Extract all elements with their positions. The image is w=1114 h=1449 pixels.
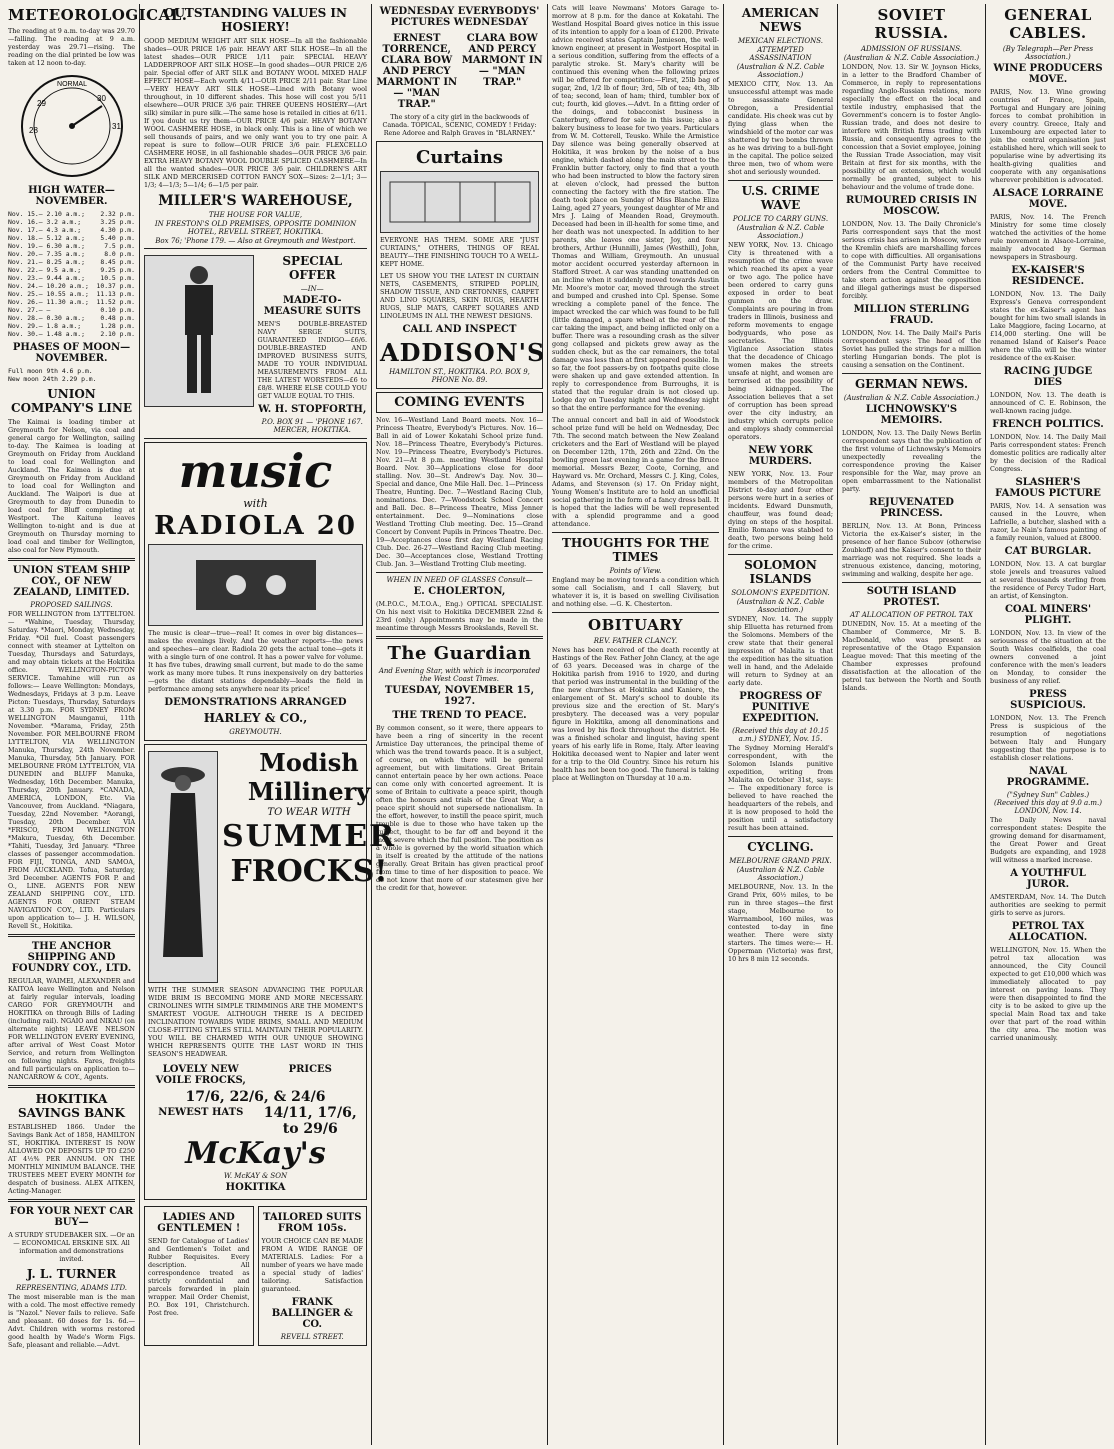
special-offer-title: SPECIAL OFFER — [282, 254, 343, 282]
radiola-text: The music is clear—true—real! It comes in over big distances—makes the evenings lively. And the weather reports—the news and speeches—are clear. Radiola 20 gets the actual tone—gets it with a single turn of one control. It has a power valve for volume. It has five tubes, drawing small current, but made to do the same work as many more tubes. It runs inexpensively on dry batteries—gets the distant stations dependably—leads the field in performance among sets anywhere near its price! — [148, 629, 363, 693]
petrol-text: WELLINGTON, Nov. 15. When the petrol tax allocation was announced, the City Council expected to get £10,000 which was immediately allocated to pay interest on paving loans. They were then disappointed to find the city is to be asked to give up the special Main Road tax and take over that part of the road within the city area. The motion was carried unanimously. — [990, 946, 1106, 1042]
lady-illustration — [148, 751, 218, 983]
radiola-word: RADIOLA 20 — [154, 511, 357, 541]
modish-title: Modish Millinery — [247, 748, 371, 806]
anchor-shipping-heading: THE ANCHOR SHIPPING AND FOUNDRY COY., LTD. — [11, 941, 132, 974]
coming-events-list: Nov. 16—Westland Land Board meets. Nov. 16—Princess Theatre, Everybody's Pictures. Nov. 16—Ball in aid of Lower Kokatahi School prize fund. Nov. 18—Princess Theatre, Everybody's Pictures. Nov. 19—Princess Theatre, Everybody's Pictures. Nov. 21—At 8 p.m. meeting Westland Hospital Board. Nov. 30—Applications close for door stalling. Nov. 30—St. Andrew's Day. Nov. 30—Special and dance, One Mile Hall. Dec. 1—Princess Theatre, Hunting. Dec. 7—Westland Racing Club, nominations. Dec. 7—Woodstock School Concert and Ball. Dec. 8—Princess Theatre, Miss Jenner entertainment. Dec. 9—Nominations close Westland Trotting Club meeting. Dec. 15—Grand Concert by Convent Pupils in Princes Theatre. Dec. 19—Acceptances close first day Westland Racing Club. Dec. 26-27—Westland Racing Club meeting. Dec. 30—Acceptances close, Westland Trotting Club. Jan. 3—Westland Trotting Club meeting. — [376, 416, 543, 568]
tide-pm: 8.45 p.m. — [100, 258, 135, 266]
general-cables-heading: GENERAL CABLES. — [1004, 6, 1092, 42]
tide-am: Nov. 24.— 10.20 a.m.; — [8, 282, 89, 290]
american-text: MEXICO CITY, Nov. 13. An unsuccessful attempt was made to assassinate General Obregon, a Presidential candidate. His cheek was cut by flying glass when the windshield of the motor car was shattered by two bombs thrown as he was driving to a bull-fight in the capital. The police seized three men, two of whom were shot and seriously wounded. — [728, 80, 833, 176]
south-island-text: DUNEDIN, Nov. 15. At a meeting of the Chamber of Commerce, Mr S. B. MacDonald, who was present as representative of the Otago Expansion League moved: That this meeting of the Chamber expresses profound dissatisfaction at the allocation of the petrol tax between the North and South Islands. — [842, 620, 981, 692]
soviet-sub: ADMISSION OF RUSSIANS. — [860, 45, 963, 53]
sterling-text: LONDON, Nov. 14. The Daily Mail's Paris correspondent says: The head of the Soviet has pulled the strings for a million sterling Hungarian bonds. The plot is causing a sensation on the Continent. — [842, 329, 981, 369]
tide-pm: 10.37 p.m. — [96, 282, 135, 290]
cat-heading: CAT BURGLAR. — [1004, 546, 1092, 557]
crisis-heading: RUMOURED CRISIS IN MOSCOW. — [846, 195, 977, 217]
juror-heading: A YOUTHFUL JUROR. — [1010, 868, 1086, 890]
tide-am: Nov. 23.— 9.44 a.m.; — [8, 274, 85, 282]
german-assoc: (Australian & N.Z. Cable Association.) — [843, 394, 980, 402]
mantrap-left: ERNEST TORRENCE, CLARA BOW AND PERCY MARMONT IN— "MAN TRAP." — [376, 33, 458, 110]
tide-am: Nov. 29.— 1.8 a.m.; — [8, 322, 82, 330]
union-steamship-heading: UNION STEAM SHIP COY., OF NEW ZEALAND, LIMITED. — [12, 565, 131, 598]
special-offer-in: —IN— — [300, 285, 324, 293]
music-word: music — [178, 444, 333, 498]
tide-row — [8, 282, 135, 290]
tide-am: Nov. 16.— 3.2 a.m.; — [8, 218, 82, 226]
mckay-town: HOKITIKA — [225, 1182, 286, 1193]
tailored-title: TAILORED SUITS FROM 105s. — [263, 1212, 362, 1234]
american-sub2: ATTEMPTED ASSASSINATION — [749, 46, 812, 62]
french-heading: FRENCH POLITICS. — [992, 419, 1104, 430]
trend-text: By common consent, so it were, there appears to have been a ring of sincerity in the recent Armistice Day utterances, the principal theme of which was the trend towards peace. It is a subject, of course, on which there will be general agreement, but with limitations. Great Britain cannot entertain peace by her own actions. Peace can come only with concerted agreement. It is some of Britain to cultivate a peace spirit, though often the honours and trials of the Great War, a peace spirit should not supersede nationalism. In the effort, however, to instill the peace spirit, much trouble is due to those who have taken up the subject, thought to be far off and beyond it the most severe which the full position. The position as a whole is governed by the world situation which in itself is created by the attitude of the nations generally. Great Britain has given practical proof from time to time of her disposition to peace. We do not know that more of our statesmen give her the credit for that, however. — [376, 724, 543, 892]
german-heading: GERMAN NEWS. — [854, 377, 969, 391]
hosiery-heading: OUTSTANDING VALUES IN HOSIERY! — [164, 6, 347, 34]
barometer-dial — [17, 71, 127, 181]
judge-heading: RACING JUDGE DIES — [1003, 366, 1093, 388]
tide-pm: 11.13 p.m. — [96, 290, 135, 298]
tide-pm: 3.25 p.m. — [100, 218, 135, 226]
modish-ad — [144, 744, 397, 1200]
mckay-logo: McKay's — [185, 1136, 326, 1171]
obituary-sub: REV. FATHER CLANCY. — [593, 637, 678, 645]
special-offer-sub: MADE-TO-MEASURE SUITS — [263, 295, 361, 317]
millers-title: MILLER'S WAREHOUSE, — [158, 193, 353, 209]
tide-pm: 10.5 p.m. — [100, 274, 135, 282]
hosiery-text: GOOD MEDIUM WEIGHT ART SILK HOSE—In all the fashionable shades—OUR PRICE 1/6 pair. HEAVY ART SILK HOSE—In all the latest shades—OUR PRICE 1/11 pair. SPECIAL HEAVY LADDERPROOF ART SILK HOSE—In good shades—OUR PRICE 2/6 pair. Special offer of ART SILK and BOTANY WOOL MIXED HALF EFFECT HOSE—Each worth 4/11—OUR PRICE 2/11 pair. Star Line—VERY HEAVY ART SILK HOSE—Lined with Botany wool throughout, in 10 different shades. This hose will cost you 5/11 elsewhere—OUR PRICE 3/6 pair. THREE QUEENS HOSIERY—(Art silk) similar in pure silk.—The same hose is retailed in cities at 6/11. If you doubt us try them—OUR PRICE 4/6 pair. HEAVY BOTANY WOOL CASHMERE HOSE, in black only. This is a line of which we sell thousands of pairs, and we only want you to try one pair. A repeat is sure to follow—OUR PRICE 3/6 pair. FLEXCELLO CASHMERE HOSE, in all fashionable shades—OUR PRICE 3/6 pair. EXTRA HEAVY BOTANY WOOL DOUBLE SPLICED CASHMERE—In all the wanted shades—OUR PRICE 3/6 pair. CHILDREN'S ART SILK AND MERCERISED COTTON FANCY SOX—Sizes: 2—1/1; 3—1/3; 4—1/3; 5—1/4; 6—1/5 per pair. — [144, 37, 367, 189]
mantrap-text: The story of a city girl in the backwoods of Canada. TOPICAL, SCENIC, COMEDY ! Friday: Rene Adoree and Ralph Graves in "BLARNEY." — [382, 113, 537, 137]
tide-row — [8, 290, 135, 298]
summer-word: SUMMER — [222, 819, 397, 854]
thoughts-heading: THOUGHTS FOR THE TIMES — [561, 536, 710, 564]
crime-heading: U.S. CRIME WAVE — [741, 184, 820, 212]
tide-row — [8, 274, 135, 282]
rejuvenated-heading: REJUVENATED PRINCESS. — [869, 497, 954, 519]
car-ad-text: A STURDY STUDEBAKER SIX. —Or an— ECONOMICAL ERSKINE SIX. All information and demonstrations invited. — [8, 1231, 135, 1263]
suspicious-text: LONDON, Nov. 13. The French Press is suspicious of the resumption of negotiations between Italy and Hungary suggesting that the purpose is to establish closer relations. — [990, 714, 1106, 762]
ladies-ad — [144, 1206, 254, 1346]
tide-pm: 11.52 p.m. — [96, 298, 135, 306]
voile-label: LOVELY NEW VOILE FROCKS, — [155, 1064, 246, 1086]
meteorological-heading: METEOROLOGICAL. — [8, 6, 188, 24]
radio-set-icon — [186, 550, 326, 620]
hats-prices: 14/11, 17/6, to 29/6 — [263, 1105, 357, 1137]
millers-footer: Box 76; 'Phone 179. — Also at Greymouth and Westport. — [155, 237, 356, 245]
window-curtain-icon — [385, 177, 535, 227]
tide-pm: 8.0 p.m. — [104, 250, 135, 258]
american-sub1: MEXICAN ELECTIONS. — [737, 37, 824, 45]
obituary-heading: OBITUARY — [588, 616, 683, 634]
call-inspect: CALL AND INSPECT — [402, 324, 517, 335]
crisis-text: LONDON, Nov. 13. The Daily Chronicle's Paris correspondent says that the most serious crisis has arisen in Moscow, where the Kremlin chiefs are marshalling forces to cope with difficulties. All organisations of the Communist Party have received orders from the Central Committee to take stern action against the opposition and illegal gatherings must be dispersed forcibly. — [842, 220, 981, 300]
slasher-heading: SLASHER'S FAMOUS PICTURE — [995, 477, 1101, 499]
modish-text: WITH THE SUMMER SEASON ADVANCING THE POPULAR WIDE BRIM IS BECOMING MORE AND MORE NECESSARY. CRINOLINES WITH SIMPLE TRIMMINGS ARE THE MOMENT'S SMARTEST VOGUE. ALTHOUGH THERE IS A DECIDED INCLINATION TOWARDS WIDE BRIMS, SMALL AND MEDIUM CLOSE-FITTING STYLES STILL MAINTAIN THEIR POPULARITY. YOU WILL BE CHARMED WITH OUR UNIQUE SHOWING WHICH REPRESENTS QUITE THE LAST WORD IN THIS SEASON'S HEADWEAR. — [148, 986, 363, 1058]
tide-am: Nov. 21.— 8.25 a.m.; — [8, 258, 85, 266]
tide-pm: 4.30 p.m. — [100, 226, 135, 234]
coal-heading: COAL MINERS' PLIGHT. — [1004, 604, 1092, 626]
ny-murders-text: NEW YORK, Nov. 13. Four members of the Metropolitan District to-day and four other persons were hurt in a series of incidents. Edward Dunsmuth, chauffeur, was found dead; dying on steps of the hospital. Emilio Romano was stabbed to death, two persons being held for the crime. — [728, 470, 833, 550]
tide-am: Nov. 15.— 2.10 a.m.; — [8, 210, 85, 218]
car-ad-heading: FOR YOUR NEXT CAR BUY— — [9, 1206, 134, 1228]
alsace-text: PARIS, Nov. 14. The French Ministry for some time closely watched the activities of the home rule movement in Alsace-Lorraine, mainly advocated by German newspapers in Strasbourg. — [990, 213, 1106, 261]
general-cables-sub: (By Telegraph—Per Press Association.) — [1002, 45, 1094, 61]
naval-text: The Daily News naval correspondent states: Despite the growing demand for disarmament, the Great Power and Great Budgets are expanding, and 1928 will witness a marked increase. — [990, 816, 1106, 864]
anchor-shipping-text: REGULAR, WAIMEI, ALEXANDER and KAITOA leave Wellington and Nelson at fairly regular intervals, loading CARGO FOR GREYMOUTH and HOKITIKA on through Bills of Lading (including rail). NGAIO and NIKAU (on alternate nights) LEAVE NELSON FOR WELLINGTON EVERY EVENING, after arrival of West Coast Motor Service, and return from Wellington on following nights. Fares, freights and full particulars on application to— NANCARROW & COY., Agents. — [8, 977, 135, 1081]
moon-phases-heading: PHASES OF MOON—NOVEMBER. — [12, 342, 131, 364]
lichnowsky-text: LONDON, Nov. 13. The Daily News Berlin correspondent says that the publication of the first volume of Lichnowsky's Memoirs unexpectedly revealing the correspondence proving the Kaiser responsible for the War, may prove an open embarrassment to the Nationalist party. — [842, 429, 981, 493]
pictures-header: WEDNESDAY EVERYBODYS' PICTURES WEDNESDAY — [379, 6, 540, 28]
cycling-heading: CYCLING. — [747, 840, 814, 854]
svg-text:31: 31 — [111, 122, 121, 131]
rejuvenated-text: BERLIN, Nov. 13. At Bonn, Princess Victoria the ex-Kaiser's sister, in the presence of her fiance Subcov (otherwise Zoubkoff) and the Kaiser's consent to their marriage was not required. She leads a strenuous existence, dancing, motoring, swimming and walking, despite her age. — [842, 522, 981, 578]
curtains-title: Curtains — [416, 147, 503, 168]
curtains-text: EVERYONE HAS THEM. SOME ARE "JUST CURTAINS," OTHERS, THINGS OF REAL BEAUTY—THE FINISHING TOUCH TO A WELL-KEPT HOME. — [380, 236, 539, 268]
soviet-assoc: (Australian & N.Z. Cable Association.) — [843, 54, 980, 62]
tide-pm: 7.5 p.m. — [104, 242, 135, 250]
tide-row — [8, 306, 135, 314]
guardian-sub: And Evening Star, with which is incorporated the West Coast Times. — [378, 667, 541, 683]
moon-phases-list — [8, 367, 135, 383]
american-news-heading: AMERICAN NEWS — [741, 6, 820, 34]
tide-row — [8, 266, 135, 274]
tide-row — [8, 218, 135, 226]
progress-heading: PROGRESS OF PUNITIVE EXPEDITION. — [739, 691, 822, 724]
coming-events-heading: COMING EVENTS — [376, 392, 543, 413]
voile-prices: 17/6, 22/6, & 24/6 — [185, 1089, 326, 1105]
tailored-ad — [258, 1206, 368, 1346]
tide-row — [8, 210, 135, 218]
millers-address: IN FRESTON'S OLD PREMISES, OPPOSITE DOMINION HOTEL, REVELL STREET, HOKITIKA. — [154, 220, 357, 236]
curtains-ad — [376, 141, 546, 389]
gauge-label: NORMAL — [56, 81, 87, 88]
crime-assoc: (Australian & N.Z. Cable Association.) — [736, 224, 825, 240]
addison-address: HAMILTON ST., HOKITIKA. P.O. BOX 9, PHONE No. 89. — [389, 368, 530, 384]
column-2 — [140, 4, 397, 1445]
tide-table — [8, 210, 135, 338]
savings-bank-text: ESTABLISHED 1866. Under the Savings Bank Act of 1858, HAMILTON ST., HOKITIKA. INTEREST IS NOW ALLOWED ON DEPOSITS UP TO £250 AT 4½% PER ANNUM. ON THE MONTHLY MINIMUM BALANCE. THE TRUSTEES MEET EVERY MONTH for despatch of business. ALEX AITKEN, Acting-Manager. — [8, 1123, 135, 1195]
radiola-ad — [144, 442, 367, 741]
hats-label: NEWEST HATS — [158, 1107, 244, 1118]
guardian-date: TUESDAY, NOVEMBER 15, 1927. — [384, 685, 535, 707]
harley-name: HARLEY & CO., — [203, 711, 308, 725]
column-7 — [986, 4, 1110, 1445]
naval-sub: ("Sydney Sun" Cables.) (Received this day at 9.0 a.m.) LONDON, Nov. 14. — [993, 791, 1103, 815]
local-news-text: Cats will leave Newmans' Motors Garage to-morrow at 8 p.m. for the dance at Kokatahi. The Westland Hospital Board gives notice in this issue of its intention to apply for a loan of £1200. Private advice received states Captain Jamieson, the well-known engineer, at present in Westport Hospital in a serious condition, suffering from the effects of a paralytic stroke. St. Mary's charity will be continued this evening when the following prizes will be offered for competition:—First, 25lb bag of sugar, 2nd, 1/2 lb of flour; 3rd, 5lb of tea; 4th, 3lb of tea; second, lean of ham; third, tumbler box of cut; fourth, kid gloves.—Advt. In a fitting order of the doings, and tobacconist business in Canterbury, offered for sale in this issue; also a bakery business to lease for two years. Particulars from W. M. Cotterell, Teusko. While the Armistice Day silence was being generally observed at Hokitika, it was broken by the noise of a bus engine, which dashed along the main street to the Franklin butter factory, only to find that a youth who had been instructed to blow the factory siren at eleven o'clock, had pressed the button connecting the factory with the fire station. The death took place on Sunday of Miss Blanche Eliza Laing, aged 27 years, youngest daughter of Mr and Mrs J. Laing of Meanden Road, Greymouth. Deceased had been in ill-health for some time, and her death was not unexpected. In addition to her parents, she leaves one sister, Joy, and four brothers, Arthur (Hunnill), James (Westhill), John, Thomas and William, Greymouth. An unusual motor accident occurred yesterday afternoon in Stafford Street. A car was standing unattended on an incline when it suddenly moved towards Austin Mr. Moore's motor car, moved through the street and bumped and crushed into Cpl. Spense. Some wrecking a complete panel of the fence. The impact wrecked the car which was found to be full (little damaged, a spare wheel at the rear of the car taking the impact, and being inflicted only on a buffer. There was a resounding crash as the silver gong collapsed and pickets grew away as the sudden check, but as the car remainers, the total damage was less than at first appeared possible. In so far, the foot passers-by on footpaths quite close were shaken up and gave extended attention. In reply to correspondence from Burroughs, it is stated that the regular drain is not closed up. Lodge day on Tuesday night and Wednesday night so that the entire performance for the evening. — [552, 4, 719, 412]
modish-sub: TO WEAR WITH — [267, 807, 351, 818]
tide-am: Nov. 28.— 0.30 a.m.; — [8, 314, 85, 322]
petrol-heading: PETROL TAX ALLOCATION. — [1008, 921, 1088, 943]
tide-row — [8, 298, 135, 306]
tide-pm: 5.40 p.m. — [100, 234, 135, 242]
column-3 — [372, 4, 548, 1445]
woman-figure-icon — [153, 757, 213, 977]
music-with: with — [243, 497, 268, 510]
radiola-demo: DEMONSTRATIONS ARRANGED — [164, 697, 347, 708]
column-4 — [548, 4, 724, 1445]
stopforth-title: W. H. STOPFORTH, — [258, 404, 367, 415]
soviet-text: LONDON, Nov. 13. Sir W. Joynson Hicks, in a letter to the Bradford Chamber of Commerce, in reply to representations regarding Anglo-Russian relations, more especially the effect on the local and textile industry, emphasised that the Government's concern is to foster Anglo-Russian trade, and does not desire to interfere with British firms trading with Russia, and consequently agrees to the concession that a Soviet employee, joining the Russian Trade Association, may visit Britain at first for six months, with the possibility of an extension, which would normally be granted, subject to his behaviour and the volume of trade done. — [842, 63, 981, 191]
obituary-text: News has been received of the death recently at Hastings of the Rev. Father John Clancy, at the age of 63 years. Deceased was in charge of the Hokitika parish from 1916 to 1920, and during that period was instrumental in the building of the fine new churches at Hokitika and Kaniere, the enlargement of St. Mary's school to double its previous size and the erection of St. Mary's presbytery. The deceased was a very popular figure in Hokitika, among all denominations and was loved by his flock throughout the district. He was a finished scholar and linguist, having spent years of his early life in Rome, Italy. After leaving Hokitika deceased went to Napier and later went for a trip to the Old Country. Since his return his health has not been too good. The funeral is taking place at Wellington on Thursday at 10 a.m. — [552, 646, 719, 782]
south-island-sub: AT ALLOCATION OF PETROL TAX — [850, 611, 973, 619]
solomon-assoc: (Australian & N.Z. Cable Association.) — [736, 598, 825, 614]
naval-heading: NAVAL PROGRAMME. — [1006, 766, 1090, 788]
cycling-sub: MELBOURNE GRAND PRIX. — [729, 857, 832, 865]
guardian-masthead: The Guardian — [387, 643, 532, 664]
millers-sub: THE HOUSE FOR VALUE, — [208, 211, 303, 219]
mantrap-right: CLARA BOW AND PERCY MARMONT IN— "MAN TRAP." — [461, 33, 543, 88]
tide-row — [8, 258, 135, 266]
meteorological-text: The reading at 9 a.m. to-day was 29.70—falling. The reading at 9 a.m. yesterday was 29.71—rising. The reading on the dial printed be low was taken at 12 noon to-day. — [8, 27, 135, 67]
ladies-title: LADIES AND GENTLEMEN ! — [157, 1212, 241, 1234]
judge-text: LONDON, Nov. 13. The death is announced of C. E. Robinson, the well-known racing judge. — [990, 391, 1106, 415]
special-offer-text: MEN'S DOUBLE-BREASTED NAVY SERGE SUITS, GUARANTEED INDIGO—£6/6. DOUBLE-BREASTED AND IMPROVED BUSINESS SUITS, MADE TO YOUR INDIVIDUAL MEASUREMENTS FROM ALL THE LATEST WORSTEDS—£6 to £8/8. WHERE ELSE COULD YOU GET VALUE EQUAL TO THIS. — [257, 320, 367, 400]
union-steamship-sub: PROPOSED SAILINGS. — [30, 601, 113, 609]
crime-text: NEW YORK, Nov. 13. Chicago City is threatened with a resumption of the crime wave which reached its apex a year or two ago. The police have been ordered to carry guns exposed in order to beat gunmen on the draw. Complaints are pouring in from traders in Illinois, business and reform movements to engage bodyguards, who pose as secretaries. The Illinois Vigilance Association states that the decadence of Chicago women makes the streets unsafe at night, and women are terrorised at the possibility of being kidnapped. The Association believes that a set of corruption has been spread over the city industry, an industry which corrupts police and employs shady commercial operators. — [728, 241, 833, 441]
addisons-logo: ADDISON'S — [380, 338, 546, 367]
ladies-text: SEND for Catalogue of Ladies' and Gentlemen's Toilet and Rubber Requisites. Every description. All correspondence treated as strictly confidential and parcels forwarded in plain wrapper. Mail Order Chemist, P.O. Box 191, Christchurch. Post free. — [148, 1237, 250, 1317]
progress-sub: (Received this day at 10.15 a.m.) SYDNEY, Nov. 15. — [732, 727, 829, 743]
glasses-title: WHEN IN NEED OF GLASSES Consult— — [386, 576, 533, 584]
ballinger-name: FRANK BALLINGER & CO. — [271, 1297, 353, 1330]
tide-am: Nov. 27.— — — [8, 306, 51, 314]
french-text: LONDON, Nov. 14. The Daily Mail Paris correspondent states: French domestic politics are radically alter by the decision of the Radical Congress. — [990, 433, 1106, 473]
turner-heading: J. L. TURNER — [26, 1267, 117, 1281]
voile-prices-label: PRICES — [288, 1064, 332, 1075]
cycling-assoc: (Australian & N.Z. Cable Association.) — [736, 866, 825, 882]
column-6 — [838, 4, 986, 1445]
kaiser-heading: EX-KAISER'S RESIDENCE. — [1011, 265, 1085, 287]
tide-pm: 2.10 p.m. — [100, 330, 135, 338]
soviet-heading: SOVIET RUSSIA. — [874, 6, 949, 42]
coal-text: LONDON, Nov. 13. In view of the seriousness of the situation at the South Wales coalfields, the coal owners convened a joint conference with the men's leaders on Monday, to consider the business of any relief. — [990, 629, 1106, 685]
american-assoc: (Australian & N.Z. Cable Association.) — [736, 63, 825, 79]
suit-illustration — [144, 255, 254, 407]
concert-text: The annual concert and ball in aid of Woodstock school prize fund will be held on Wednesday, Dec 7th. The second match between the New Zealand cricketers and the Earl of Westland will be played on December 12th, 17th, 26th and 22nd. On the bowling green last evening in a game for the Bruce memorial. Messrs Bezer, Coote, Corning, and Hayward vs. Mr. Orchard, Messrs C. J. King, Coles, Adams, and Stevenson (s) 17. On Friday night, Young Women's Institute are to hold an unofficial social gathering in the form of a fancy dress ball. It is hoped that the ladies will be well represented with a splendid programme and a good attendance. — [552, 416, 719, 528]
tide-am: Nov. 20.— 7.35 a.m.; — [8, 250, 85, 258]
column-5 — [724, 4, 838, 1445]
tide-row — [8, 226, 135, 234]
moon-phase: New moon 24th 2.29 p.m. — [8, 375, 97, 383]
south-island-heading: SOUTH ISLAND PROTEST. — [866, 586, 957, 608]
curtains-illustration — [380, 171, 539, 233]
tide-am: Nov. 30.— 1.48 a.m.; — [8, 330, 85, 338]
tailored-text: YOUR CHOICE CAN BE MADE FROM A WIDE RANGE OF MATERIALS. Ladies: For a number of years we have made a special study of ladies' tailoring. Satisfaction guaranteed. — [261, 1237, 363, 1293]
tide-am: Nov. 19.— 6.30 a.m.; — [8, 242, 85, 250]
wine-heading: WINE PRODUCERS MOVE. — [993, 63, 1103, 85]
thoughts-text: England may be moving towards a condition which some call Socialism, and I call Slavery, but whatever it is, it is based on swelling Civilisation and nothing else. —G. K. Chesterton. — [552, 576, 719, 608]
tide-row — [8, 234, 135, 242]
glasses-name: E. CHOLERTON, — [413, 586, 506, 597]
tide-am: Nov. 22.— 9.5 a.m.; — [8, 266, 82, 274]
tide-pm: 1.28 p.m. — [100, 322, 135, 330]
lichnowsky-heading: LICHNOWSKY'S MEMOIRS. — [865, 404, 958, 426]
solomon-heading: SOLOMON ISLANDS — [744, 558, 817, 586]
cycling-text: MELBOURNE, Nov. 13. In the Grand Prix, 60½ miles, to be run in three stages—the first stage, Melbourne to Warrnambool, 160 miles, was contested to-day in fine weather. There were sixty starters. The times were:— H. Opperman (Victoria) was first, 10 hrs 8 min 12 seconds. — [728, 883, 833, 963]
turner-text: The most miserable man is the man with a cold. The most effective remedy is "Nazol." Never fails to relieve. Safe and pleasant. 60 doses for 1s. 6d.—Advt. Children with worms restored good health by Wade's Worm Figs. Safe, pleasant and reliable.—Advt. — [8, 1293, 135, 1349]
tide-row — [8, 250, 135, 258]
svg-text:29: 29 — [36, 99, 46, 108]
svg-text:28: 28 — [28, 126, 38, 135]
trend-heading: THE TREND TO PEACE. — [392, 710, 527, 721]
tide-pm: 0.10 p.m. — [100, 306, 135, 314]
crime-sub: POLICE TO CARRY GUNS. — [732, 215, 829, 223]
suspicious-heading: PRESS SUSPICIOUS. — [1010, 689, 1086, 711]
tide-pm: 2.32 p.m. — [100, 210, 135, 218]
union-company-heading: UNION COMPANY'S LINE — [11, 387, 132, 415]
tide-row — [8, 330, 135, 338]
cat-text: LONDON, Nov. 13. A cat burglar stole jewels and treasures valued at several thousands sterling from the residence of Percy Tudor Hart, an artist, of Kensington. — [990, 560, 1106, 600]
radiola-illustration — [148, 544, 363, 626]
union-company-text: The Kaimai is loading timber at Greymouth for Nelson, via coal and general cargo for Wellington, sailing to-day. The Kaimea is loading at Greymouth on Friday from Auckland to load coal for Wellington and Auckland. The Kaimea is due at Greymouth on Friday from Auckland to load coal for Wellington and Auckland. The Waipori is due at Greymouth to day from Dunedin to load coal for Bluff completing at Westport. The Kaituna leaves Wellington to-night and is due at Greymouth on Thursday morning to load coal and timber for Wellington, also coal for New Plymouth. — [8, 418, 135, 554]
ny-murders-heading: NEW YORK MURDERS. — [748, 445, 813, 467]
turner-sub: REPRESENTING, ADAMS LTD. — [15, 1284, 128, 1292]
wine-text: PARIS, Nov. 13. Wine growing countries of France, Spain, Portugal and Hungary are joining forces to combat prohibition in every country. Greece, Italy and Luxembourg are expected later to join the central organisation just established here, which will seek to popularise wine by advertising its health-giving qualities and cooperate with any organisations wherever prohibition is advocated. — [990, 88, 1106, 184]
thoughts-sub: Points of View. — [609, 567, 662, 575]
savings-bank-heading: HOKITIKA SAVINGS BANK — [18, 1092, 125, 1120]
union-steamship-text: FOR WELLINGTON from LYTTELTON.— *Wahine, Tuesday, Thursday, Saturday. *Maori, Monday, Wednesday, Friday. *Oil fuel. Coast passengers connect with steamer at Lyttelton on Tuesday, Thursdays and Saturdays, and may obtain tickets at the Hokitika office. WELLINGTON-PICTON SERVICE. Tamahine will run as follows:— Leave Wellington: Mondays, Wednesdays, Fridays at 3 p.m. Leave Picton: Tuesdays, Thursday, Saturdays at 3.30 p.m. FOR SYDNEY FROM WELLINGTON Maunganui, 11th November. *Marama, Friday, 25th November. FOR MELBOURNE FROM LYTTELTON, VIA WELLINGTON Manuka, Thursday, 24th November. Manuka, Thursday, 5th January. FOR MELBOURNE FROM LYTTELTON, VIA DUNEDIN and BLUFF Manuka, Wednesday, 16th December. Manuka, Thursday, 20th January. *CANADA, AMERICA, LONDON, Etc. Via Vancouver, from Auckland. *Niagara, Tuesday, 22nd November. *Aorangi, Tuesday, 20th December. VIA *FRISCO, FROM WELLINGTON *Makura, Tuesday, 6th December. *Tahiti, Tuesday, 3rd January. *Three classes of passenger accommodation. FOR FIJI, TONGA, AND SAMOA, FROM AUCKLAND. Tofua, Saturday, 3rd December. AGENTS FOR P. and O., LINE. AGENTS FOR NEW ZEALAND SHIPPING COY., LTD. AGENTS FOR ORIENT STEAM NAVIGATION COY., LTD. Particulars upon application to— J. H. WILSON, Revell St., Hokitika. — [8, 610, 135, 930]
juror-text: AMSTERDAM, Nov. 14. The Dutch authorities are seeking to permit girls to serve as jurors. — [990, 893, 1106, 917]
moon-phase: Full moon 9th 4.6 p.m. — [8, 367, 93, 375]
svg-text:30: 30 — [96, 94, 106, 103]
tide-heading: HIGH WATER—NOVEMBER. — [28, 185, 115, 207]
tide-am: Nov. 25.— 10.55 a.m.; — [8, 290, 89, 298]
tide-pm: 9.25 p.m. — [100, 266, 135, 274]
tide-am: Nov. 18.— 5.12 a.m.; — [8, 234, 85, 242]
solomon-text: SYDNEY, Nov. 14. The supply ship Elluetta has returned from the Solomons. Members of the crew state that their general impression of Malaita is that the expedition has the situation well in hand, and the Adelaide will return to Sydney at an early date. — [728, 615, 833, 687]
alsace-heading: ALSACE LORRAINE MOVE. — [992, 188, 1104, 210]
curtains-text-2: LET US SHOW YOU THE LATEST IN CURTAIN NETS, CASEMENTS, STRIPED POPLIN, SHADOW TISSUE, AND CRETONNES, CARPET AND LINO SQUARES, SKIN RUGS, HEARTH RUGS, SLIP MATS, CARPET SQUARES AND LINOLEUMS IN ALL THE NEWEST DESIGNS. — [380, 272, 539, 320]
tide-row — [8, 314, 135, 322]
solomon-sub: SOLOMON'S EXPEDITION. — [731, 589, 830, 597]
frocks-word: FROCKS! — [230, 854, 388, 889]
mckay-sub: W. McKAY & SON — [223, 1172, 288, 1180]
sterling-heading: MILLION STERLING FRAUD. — [853, 304, 970, 326]
progress-text: The Sydney Morning Herald's correspondent, with the Solomon Islands punitive expedition, writing from Malaita on October 31st, says:— The expeditionary force is believed to have reached the headquarters of the rebels, and it is now proposed to hold the position until a satisfactory result has been attained. — [728, 744, 833, 832]
tide-row — [8, 322, 135, 330]
stopforth-sub: P.O. BOX 91 — 'PHONE 167. MERCER, HOKITIKA. — [261, 418, 363, 434]
kaiser-text: LONDON, Nov. 13. The Daily Express's Geneva correspondent states the ex-Kaiser's agent has bought for him two small islands in Lake Maggiore, facing Locarno, at £14,000 sterling. One will be renamed Island of Kaiser's Peace where the villa will be the winter residence of the ex-Kaiser. — [990, 290, 1106, 362]
tide-pm: 0.48 p.m. — [100, 314, 135, 322]
man-figure-icon — [169, 261, 229, 401]
ballinger-street: REVELL STREET. — [280, 1333, 344, 1341]
slasher-text: PARIS, Nov. 14. A sensation was caused in the Louvre, when Lafrielle, a butcher, slashed with a razor, Le Nain's famous painting of a family reunion, valued at £8000. — [990, 502, 1106, 542]
column-1 — [4, 4, 188, 1445]
glasses-text: (M.P.O.C., M.T.O.A., Eng.) OPTICAL SPECIALIST. On his next visit to Hokitika DECEMBER 22nd & 23rd (only.) Appointments may be made in the meantime through Messrs Brookslands, Revell St. — [376, 600, 543, 632]
tide-row — [8, 242, 135, 250]
tide-am: Nov. 17.— 4.3 a.m.; — [8, 226, 82, 234]
tide-am: Nov. 26.— 11.30 a.m.; — [8, 298, 89, 306]
harley-town: GREYMOUTH. — [229, 728, 282, 736]
